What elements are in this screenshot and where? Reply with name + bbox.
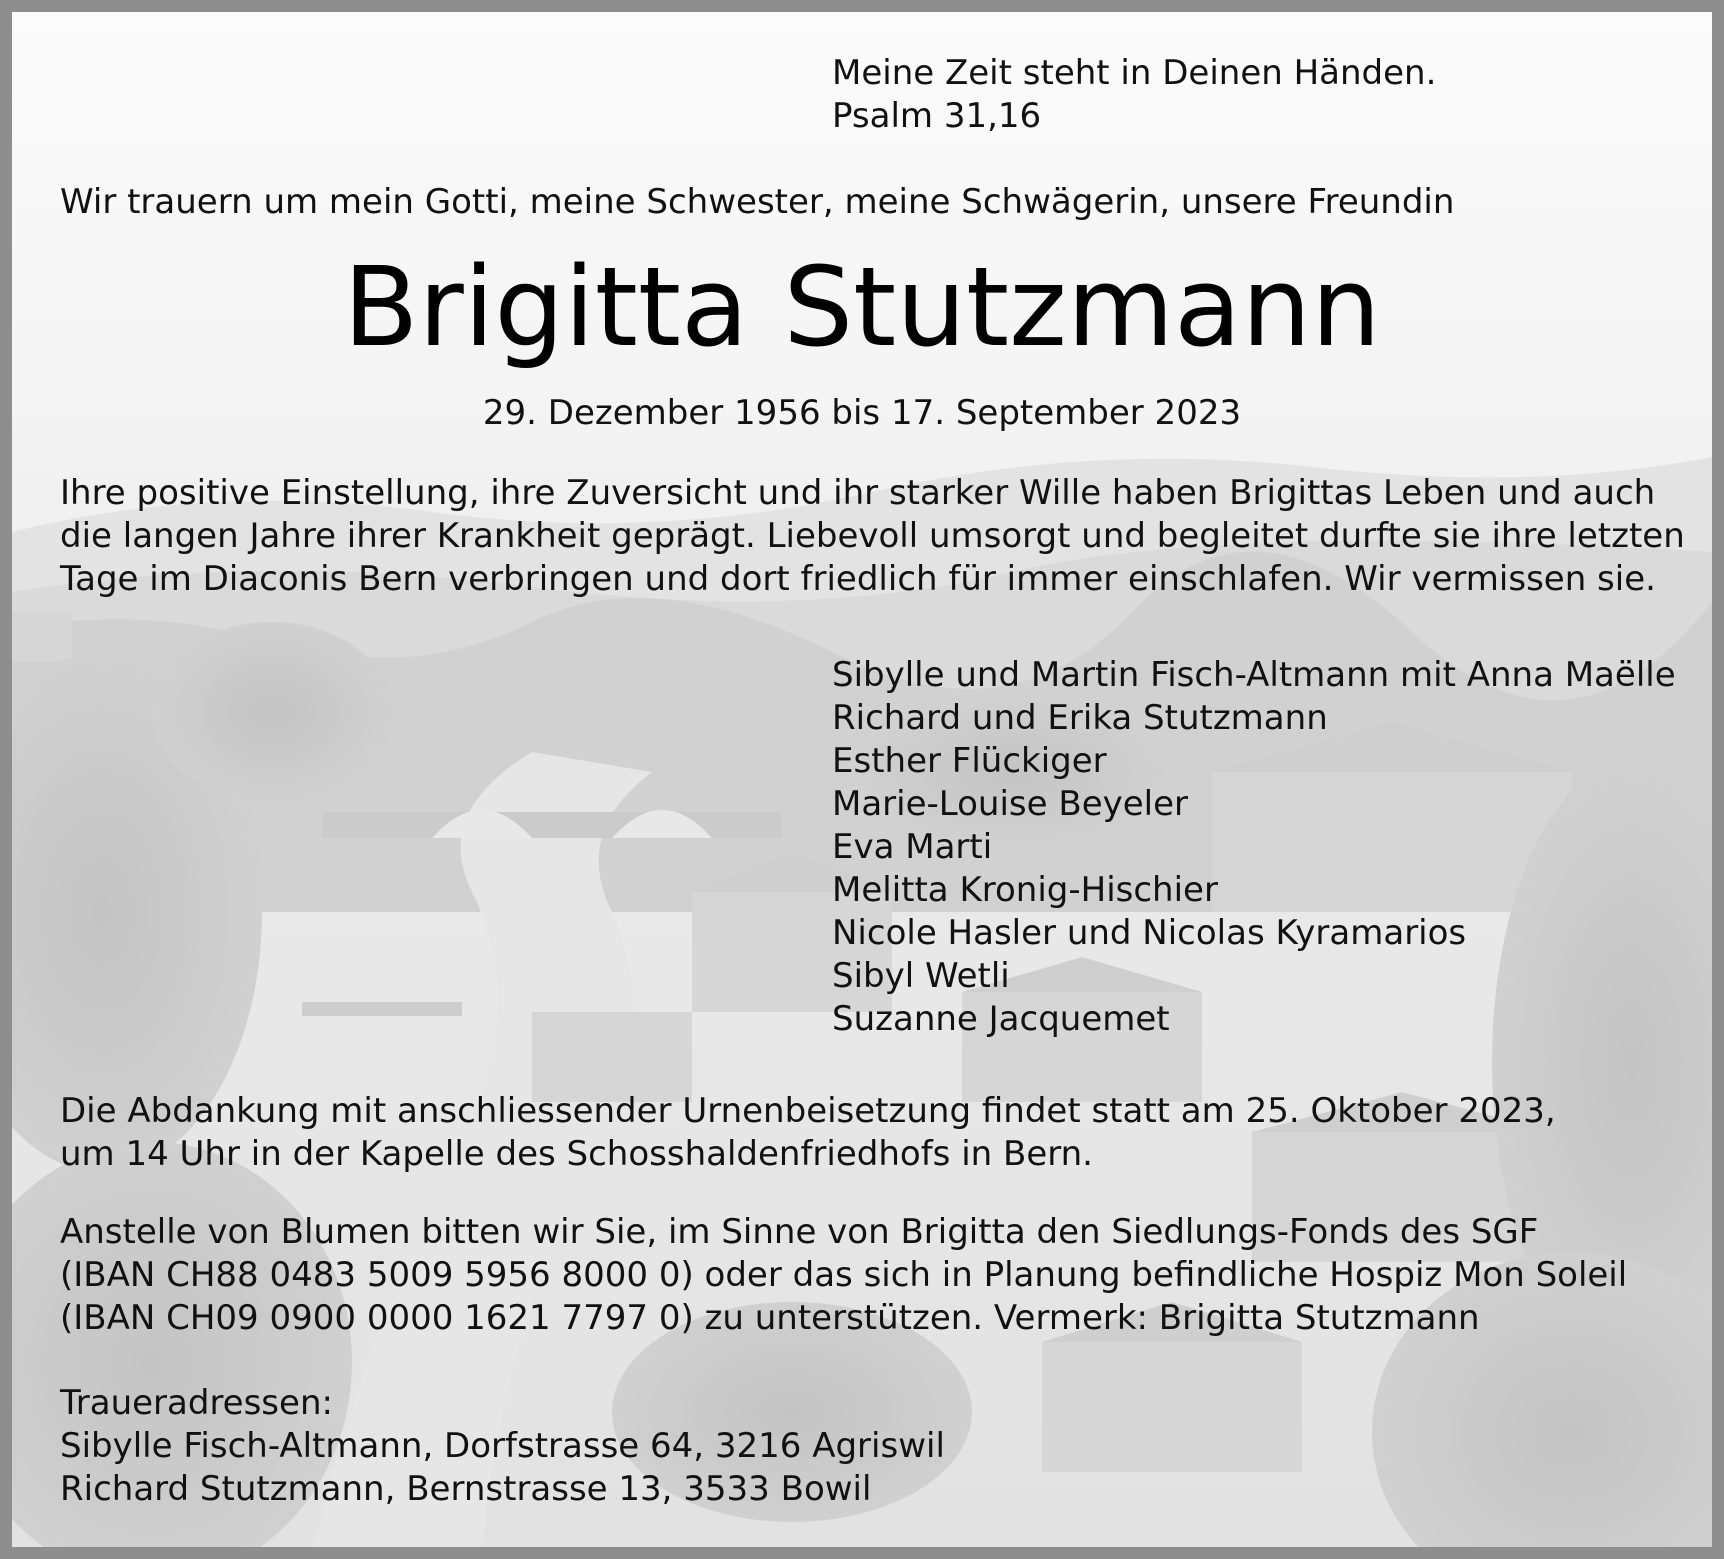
mourner-name: Suzanne Jacquemet bbox=[832, 999, 1170, 1039]
address-line: Sibylle Fisch-Altmann, Dorfstrasse 64, 3216 Agriswil bbox=[60, 1426, 945, 1466]
mourners-list bbox=[832, 654, 1676, 1041]
mourner-name: Sibylle und Martin Fisch-Altmann mit Anna Maëlle bbox=[832, 655, 1676, 695]
donation-line: (IBAN CH09 0900 0000 1621 7797 0) zu unterstützen. Vermerk: Brigitta Stutzmann bbox=[60, 1298, 1480, 1338]
donation-request bbox=[60, 1211, 1627, 1340]
obituary-notice bbox=[12, 12, 1712, 1547]
mourner-name: Sibyl Wetli bbox=[832, 956, 1010, 996]
donation-line: Anstelle von Blumen bitten wir Sie, im Sinne von Brigitta den Siedlungs-Fonds des SGF bbox=[60, 1212, 1539, 1252]
mourner-name: Richard und Erika Stutzmann bbox=[832, 698, 1328, 738]
mourner-name: Melitta Kronig-Hischier bbox=[832, 870, 1218, 910]
mourner-name: Eva Marti bbox=[832, 827, 993, 867]
mourner-name: Esther Flückiger bbox=[832, 741, 1107, 781]
address-line: Richard Stutzmann, Bernstrasse 13, 3533 Bowil bbox=[60, 1469, 872, 1509]
bible-verse bbox=[832, 52, 1436, 138]
life-dates: 29. Dezember 1956 bis 17. September 2023 bbox=[482, 393, 1242, 433]
tribute-line: Tage im Diaconis Bern verbringen und dort friedlich für immer einschlafen. Wir vermissen sie. bbox=[60, 559, 1656, 599]
mourner-name: Nicole Hasler und Nicolas Kyramarios bbox=[832, 913, 1467, 953]
ceremony-line: um 14 Uhr in der Kapelle des Schosshaldenfriedhofs in Bern. bbox=[60, 1134, 1093, 1174]
tribute-line: Ihre positive Einstellung, ihre Zuversicht und ihr starker Wille haben Brigittas Leben und auch bbox=[60, 473, 1656, 513]
mourning-addresses bbox=[60, 1382, 945, 1511]
mourner-name: Marie-Louise Beyeler bbox=[832, 784, 1188, 824]
ceremony-info bbox=[60, 1090, 1556, 1176]
verse-reference: Psalm 31,16 bbox=[832, 96, 1042, 136]
intro-line: Wir trauern um mein Gotti, meine Schwester, meine Schwägerin, unsere Freundin bbox=[60, 182, 1455, 222]
verse-quote: Meine Zeit steht in Deinen Händen. bbox=[832, 53, 1437, 93]
deceased-name: Brigitta Stutzmann bbox=[343, 243, 1381, 371]
tribute-paragraph bbox=[60, 472, 1685, 601]
tribute-line: die langen Jahre ihrer Krankheit geprägt. Liebevoll umsorgt und begleitet durfte sie ihre letzten bbox=[60, 516, 1685, 556]
donation-line: (IBAN CH88 0483 5009 5956 8000 0) oder das sich in Planung befindliche Hospiz Mon Soleil bbox=[60, 1255, 1628, 1295]
ceremony-line: Die Abdankung mit anschliessender Urnenbeisetzung findet statt am 25. Oktober 2023, bbox=[60, 1091, 1556, 1131]
addresses-heading: Traueradressen: bbox=[60, 1383, 333, 1423]
